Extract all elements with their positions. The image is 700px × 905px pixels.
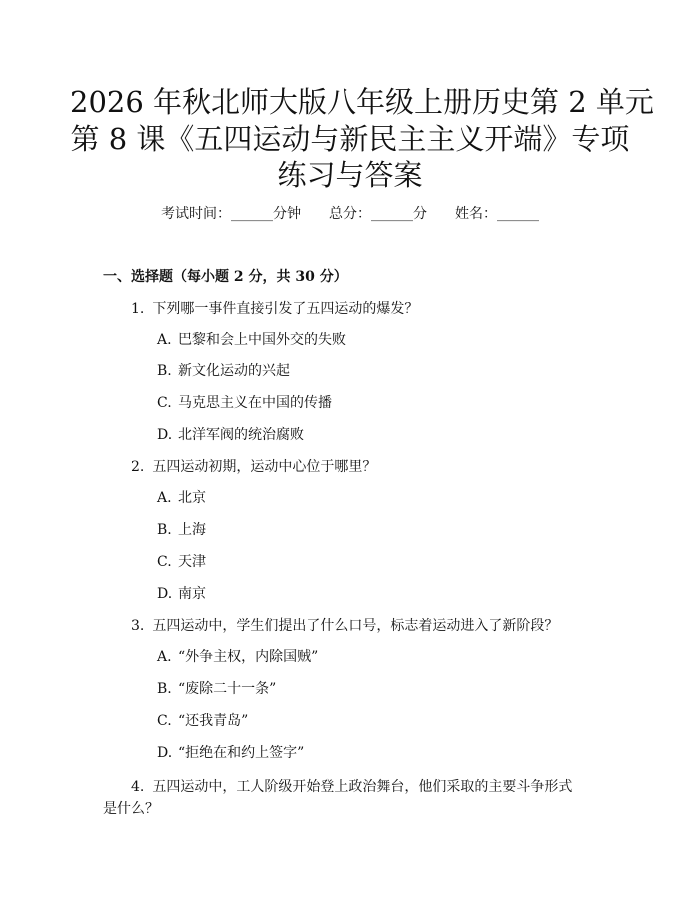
question-text: 下列哪一事件直接引发了五四运动的爆发？ [152,301,419,317]
question-text: 五四运动中，学生们提出了什么口号，标志着运动进入了新阶段？ [152,618,559,634]
option-1c[interactable] [157,394,332,412]
title-line-2: 第 8 课《五四运动与新民主主义开端》专项 [70,122,630,156]
option-text: 巴黎和会上中国外交的失败 [178,332,346,348]
option-2c[interactable] [157,553,206,571]
option-text: 天津 [178,554,206,570]
option-letter: B. [157,681,172,697]
option-letter: C. [157,554,172,570]
question-number: 2. [131,459,145,475]
option-text: “外争主权，内除国贼” [178,649,319,665]
option-1a[interactable] [157,331,346,349]
option-letter: C. [157,395,172,411]
option-1b[interactable] [157,362,290,380]
option-1d[interactable] [157,426,304,444]
question-number: 1. [131,301,145,317]
option-3b[interactable] [157,680,276,698]
question-number: 3. [131,618,145,634]
exam-meta [0,205,700,223]
option-text: 北京 [178,490,206,506]
option-text: 上海 [178,522,206,538]
exam-time: 考试时间：______分钟 [161,206,301,222]
question-2 [131,458,376,476]
title-line-3: 练习与答案 [277,158,423,192]
option-letter: A. [157,332,172,348]
option-text: “拒绝在和约上签字” [178,745,305,761]
option-3c[interactable] [157,712,248,730]
option-text: 北洋军阀的统治腐败 [178,427,304,443]
option-3d[interactable] [157,744,304,762]
option-text: 马克思主义在中国的传播 [178,395,332,411]
option-letter: C. [157,713,172,729]
option-letter: A. [157,490,172,506]
question-text: 五四运动中，工人阶级开始登上政治舞台，他们采取的主要斗争形式是什么？ [103,779,573,817]
question-1 [131,300,418,318]
option-text: “废除二十一条” [178,681,277,697]
section-heading: 一、选择题（每小题 2 分，共 30 分） [103,269,348,285]
question-3 [131,617,558,635]
option-2a[interactable] [157,489,206,507]
option-letter: D. [157,586,173,602]
option-3a[interactable] [157,648,318,666]
option-text: “还我青岛” [178,713,249,729]
student-name: 姓名：______ [455,206,539,222]
option-2d[interactable] [157,585,206,603]
total-score: 总分：______分 [329,206,427,222]
title-line-1: 2026 年秋北师大版八年级上册历史第 2 单元 [70,85,654,119]
option-letter: D. [157,427,173,443]
question-number: 4. [131,779,145,795]
option-text: 南京 [178,586,206,602]
option-letter: B. [157,363,172,379]
option-letter: A. [157,649,172,665]
option-letter: B. [157,522,172,538]
option-2b[interactable] [157,521,206,539]
question-text: 五四运动初期，运动中心位于哪里？ [152,459,377,475]
option-text: 新文化运动的兴起 [178,363,290,379]
question-4 [103,776,583,820]
option-letter: D. [157,745,173,761]
